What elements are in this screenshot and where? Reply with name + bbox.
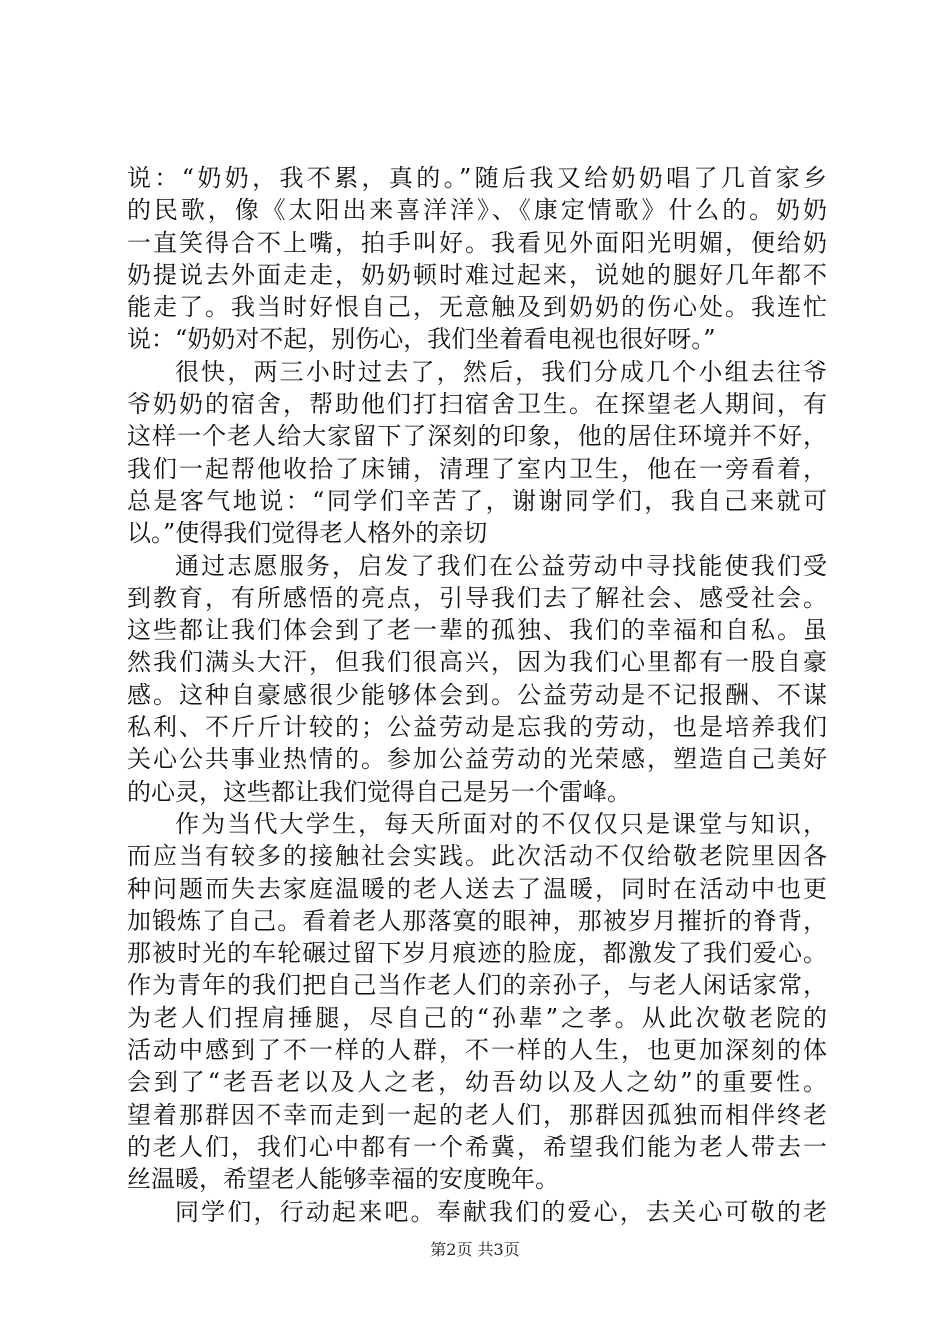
text-line: 为老人们捏肩捶腿，尽自己的“孙辈”之孝。从此次敬老院的	[127, 1003, 827, 1032]
text-line: 爷奶奶的宿舍，帮助他们打扫宿舍卫生。在探望老人期间，有	[127, 390, 827, 419]
page-footer	[0, 1240, 950, 1260]
text-line: 作为青年的我们把自己当作老人们的亲孙子，与老人闲话家常，	[127, 971, 827, 1000]
text-line: 作为当代大学生，每天所面对的不仅仅只是课堂与知识，	[175, 809, 827, 838]
text-line: 说：“奶奶对不起，别伤心，我们坐着看电视也很好呀。”	[127, 325, 716, 354]
text-line: 的心灵，这些都让我们觉得自己是另一个雷峰。	[127, 777, 631, 806]
page-number: 第2页 共3页	[430, 1240, 520, 1259]
text-line: 而应当有较多的接触社会实践。此次活动不仅给敬老院里因各	[127, 842, 827, 871]
text-line: 那被时光的车轮碾过留下岁月痕迹的脸庞，都激发了我们爱心。	[127, 939, 827, 968]
text-line: 种问题而失去家庭温暖的老人送去了温暖，同时在活动中也更	[127, 874, 827, 903]
text-line: 同学们，行动起来吧。奉献我们的爱心，去关心可敬的老	[175, 1197, 827, 1226]
paragraph	[127, 356, 827, 550]
text-line: 说：“奶奶，我不累，真的。”随后我又给奶奶唱了几首家乡	[127, 164, 827, 192]
text-line: 私利、不斤斤计较的；公益劳动是忘我的劳动，也是培养我们	[127, 713, 827, 742]
text-line: 丝温暖，希望老人能够幸福的安度晚年。	[127, 1165, 559, 1194]
text-line: 的民歌，像《太阳出来喜洋洋》、《康定情歌》什么的。奶奶	[127, 196, 827, 225]
text-line: 能走了。我当时好恨自己，无意触及到奶奶的伤心处。我连忙	[127, 293, 827, 322]
text-line: 很快，两三小时过去了，然后，我们分成几个小组去往爷	[175, 357, 827, 386]
text-line: 奶提说去外面走走，奶奶顿时难过起来，说她的腿好几年都不	[127, 260, 827, 289]
text-line: 然我们满头大汗，但我们很高兴，因为我们心里都有一股自豪	[127, 648, 827, 677]
text-line: 的老人们，我们心中都有一个希冀，希望我们能为老人带去一	[127, 1132, 827, 1161]
text-line: 关心公共事业热情的。参加公益劳动的光荣感，塑造自己美好	[127, 745, 827, 774]
text-line: 我们一起帮他收拾了床铺，清理了室内卫生，他在一旁看着，	[127, 454, 827, 483]
document-body	[127, 162, 827, 1228]
paragraph	[127, 162, 827, 356]
text-line: 这些都让我们体会到了老一辈的孤独、我们的幸福和自私。虽	[127, 616, 827, 645]
paragraph	[127, 1196, 827, 1228]
text-line: 感。这种自豪感很少能够体会到。公益劳动是不记报酬、不谋	[127, 680, 827, 709]
text-line: 通过志愿服务，启发了我们在公益劳动中寻找能使我们受	[175, 551, 827, 580]
paragraph	[127, 808, 827, 1196]
text-line: 一直笑得合不上嘴，拍手叫好。我看见外面阳光明媚，便给奶	[127, 228, 827, 257]
text-line: 总是客气地说：“同学们辛苦了，谢谢同学们，我自己来就可	[127, 486, 827, 515]
text-line: 会到了“老吾老以及人之老，幼吾幼以及人之幼”的重要性。	[127, 1068, 827, 1097]
text-line: 活动中感到了不一样的人群，不一样的人生，也更加深刻的体	[127, 1036, 827, 1065]
text-line: 望着那群因不幸而走到一起的老人们，那群因孤独而相伴终老	[127, 1100, 827, 1129]
text-line: 这样一个老人给大家留下了深刻的印象，他的居住环境并不好，	[127, 422, 827, 451]
text-line: 加锻炼了自己。看着老人那落寞的眼神，那被岁月摧折的脊背，	[127, 906, 827, 935]
text-line: 到教育，有所感悟的亮点，引导我们去了解社会、感受社会。	[127, 583, 827, 612]
paragraph	[127, 550, 827, 808]
text-line: 以。”使得我们觉得老人格外的亲切	[127, 519, 488, 548]
